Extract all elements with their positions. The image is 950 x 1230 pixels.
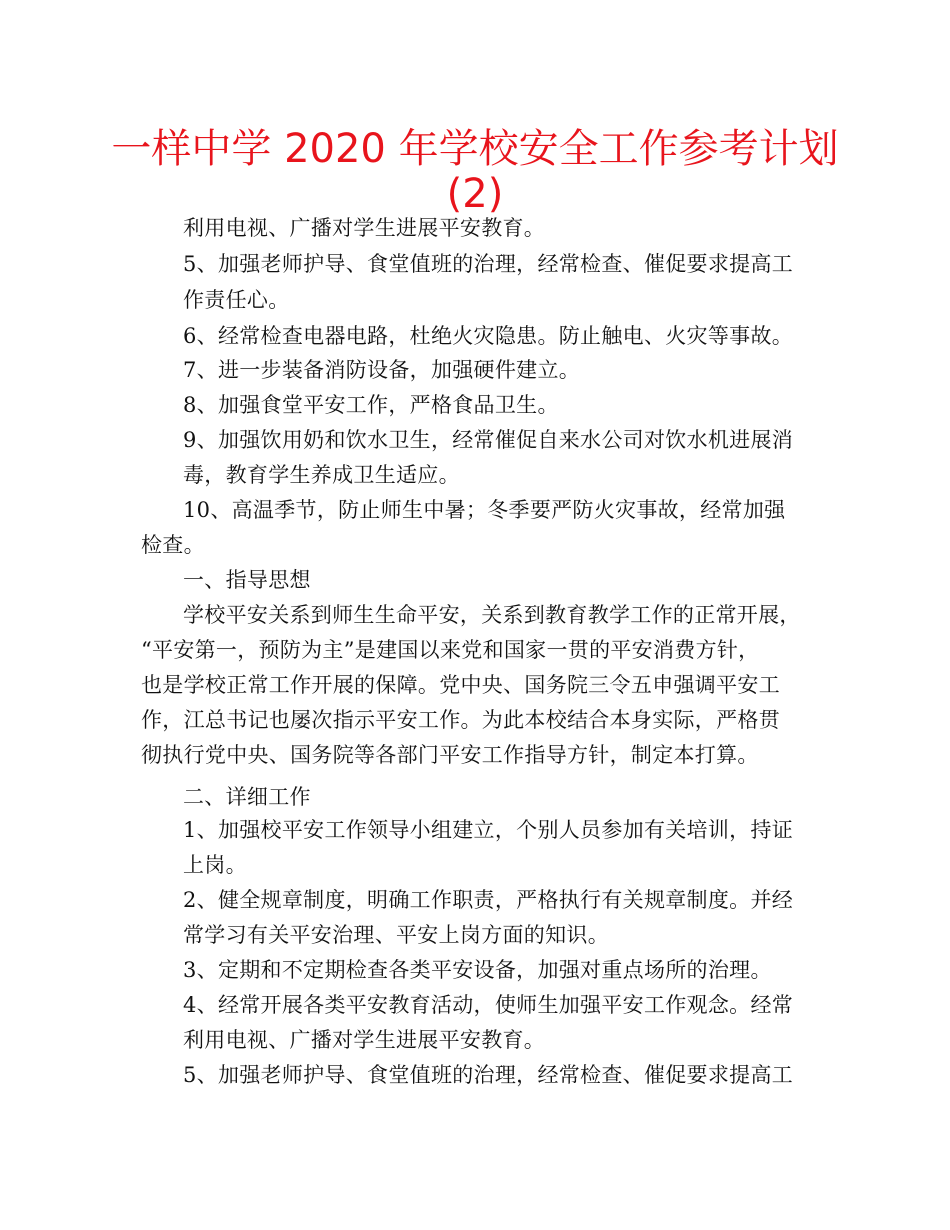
text-line: 彻执行党中央、国务院等各部门平安工作指导方针，制定本打算。 — [141, 743, 759, 767]
text-line: 利用电视、广播对学生进展平安教育。 — [183, 1028, 546, 1052]
text-line: 8、加强食堂平安工作，严格食品卫生。 — [183, 393, 559, 417]
text-line: 1、加强校平安工作领导小组建立，个别人员参加有关培训，持证 — [183, 818, 794, 842]
text-line: 毒，教育学生养成卫生适应。 — [183, 463, 460, 487]
text-line: 4、经常开展各类平安教育活动，使师生加强平安工作观念。经常 — [183, 993, 794, 1017]
document-title: 一样中学 2020 年学校安全工作参考计划 — [111, 126, 839, 172]
text-line: 常学习有关平安治理、平安上岗方面的知识。 — [183, 923, 609, 947]
text-line: 也是学校正常工作开展的保障。党中央、国务院三令五申强调平安工 — [141, 673, 780, 697]
text-line: 作责任心。 — [183, 288, 290, 312]
text-line: 上岗。 — [183, 853, 247, 877]
text-line: 5、加强老师护导、食堂值班的治理，经常检查、催促要求提高工 — [183, 252, 794, 276]
text-line: 9、加强饮用奶和饮水卫生，经常催促自来水公司对饮水机进展消 — [183, 428, 794, 452]
text-line: 学校平安关系到师生生命平安，关系到教育教学工作的正常开展， — [183, 603, 801, 627]
text-line: “平安第一，预防为主”是建国以来党和国家一贯的平安消费方针， — [141, 638, 760, 662]
section-heading: 二、详细工作 — [183, 785, 311, 809]
text-line: 利用电视、广播对学生进展平安教育。 — [183, 216, 546, 240]
text-line: 6、经常检查电器电路，杜绝火灾隐患。防止触电、火灾等事故。 — [183, 324, 794, 348]
text-line: 10、高温季节，防止师生中暑；冬季要严防火灾事故，经常加强 — [183, 498, 786, 522]
text-line: 2、健全规章制度，明确工作职责，严格执行有关规章制度。并经 — [183, 888, 794, 912]
text-line: 检查。 — [141, 533, 205, 557]
text-line: 作，江总书记也屡次指示平安工作。为此本校结合本身实际，严格贯 — [141, 708, 780, 732]
text-line: 5、加强老师护导、食堂值班的治理，经常检查、催促要求提高工 — [183, 1063, 794, 1087]
text-line: 7、进一步装备消防设备，加强硬件建立。 — [183, 358, 581, 382]
section-heading: 一、指导思想 — [183, 568, 311, 592]
text-line: 3、定期和不定期检查各类平安设备，加强对重点场所的治理。 — [183, 958, 772, 982]
document-title-continuation: (2) — [446, 171, 504, 217]
